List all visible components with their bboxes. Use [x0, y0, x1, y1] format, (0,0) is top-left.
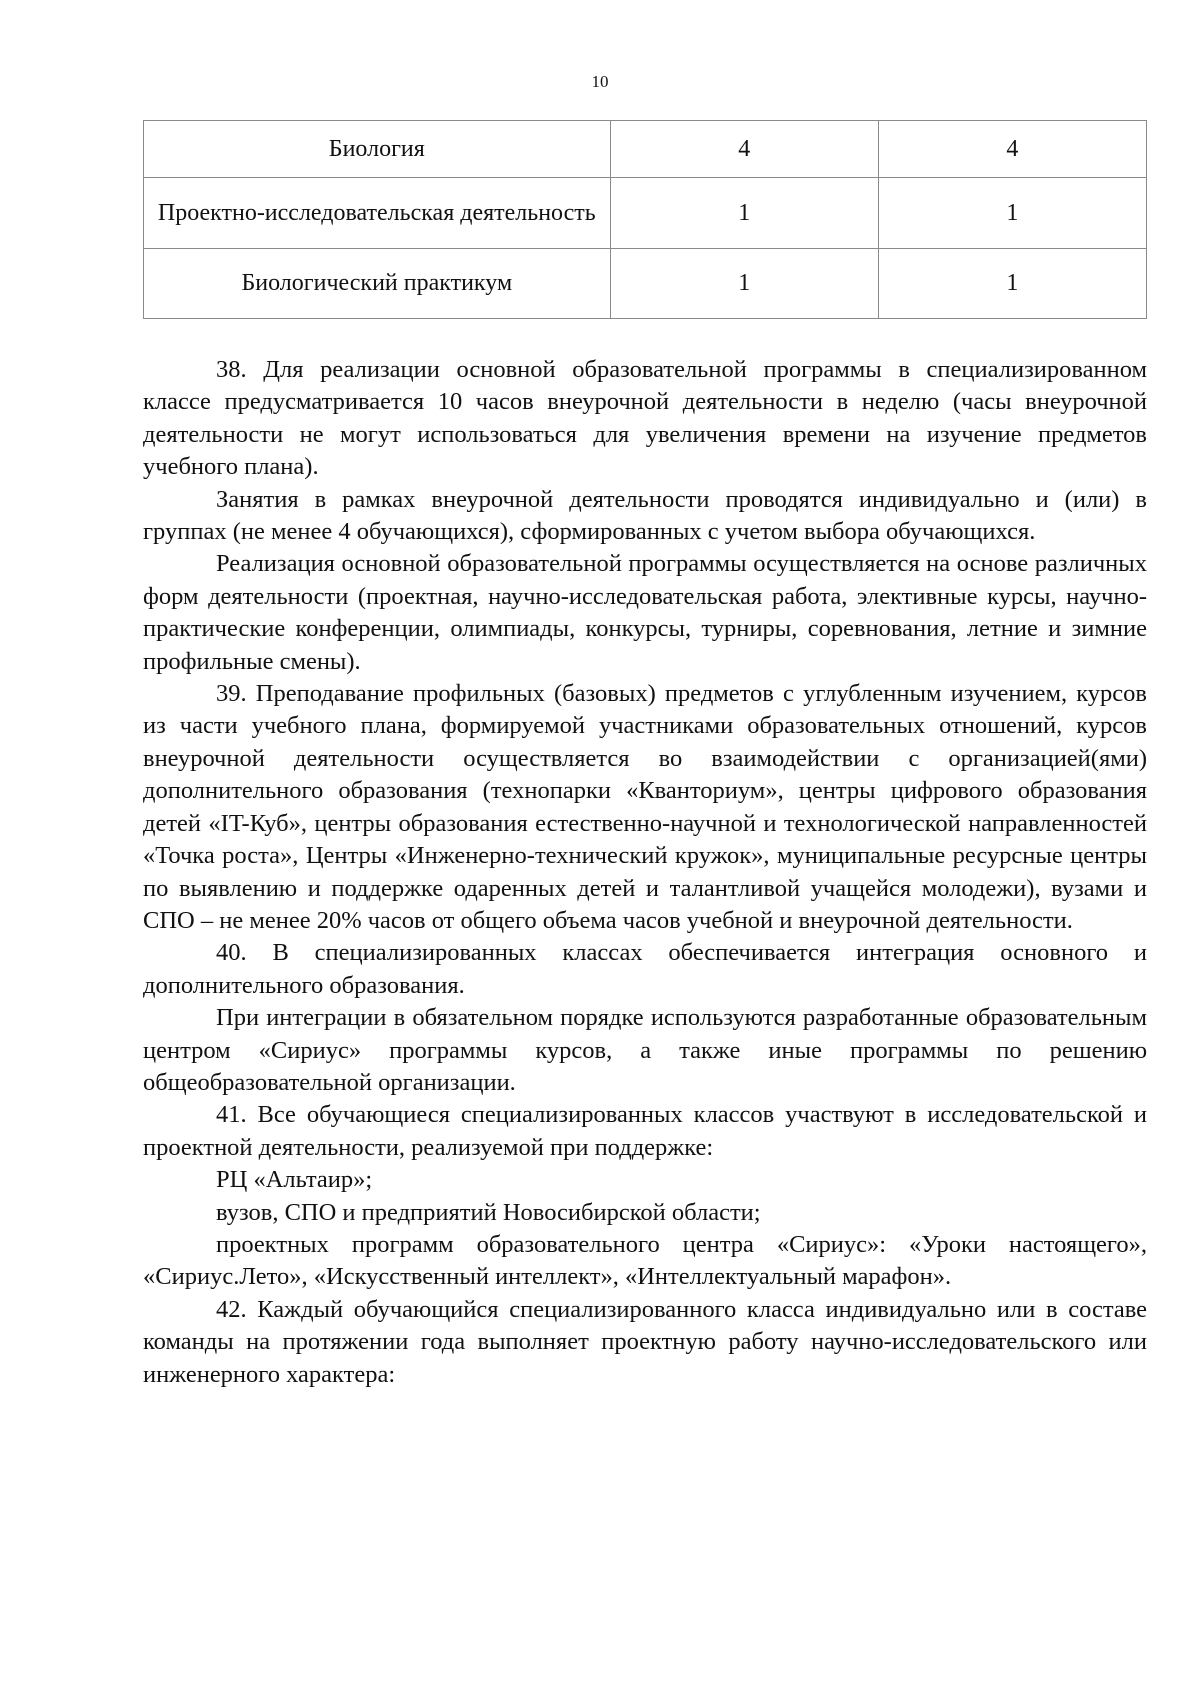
table-cell-hours: 4 — [878, 121, 1146, 178]
paragraph: Реализация основной образовательной программы осуществляется на основе различных форм деятельности (проектная, научно-исследовательская работа, элективные курсы, научно-практические конференции, олимпиады, конкурсы, турниры, соревнования, летние и зимние профильные смены). — [143, 550, 1147, 675]
paragraph-42: 42. Каждый обучающийся специализированного класса индивидуально или в составе команды на протяжении года выполняет проектную работу научно-исследовательского или инженерного характера: — [143, 1295, 1147, 1388]
paragraph-40: 40. В специализированных классах обеспечивается интеграция основного и дополнительного образования. — [143, 939, 1147, 999]
document-body — [143, 354, 1147, 1391]
paragraph-41: 41. Все обучающиеся специализированных классов участвуют в исследовательской и проектной деятельности, реализуемой при поддержке: — [143, 1101, 1147, 1161]
table-row — [144, 249, 1147, 319]
table-cell-hours: 1 — [878, 178, 1146, 249]
table-cell-hours: 1 — [878, 249, 1146, 319]
table-row — [144, 121, 1147, 178]
paragraph-39: 39. Преподавание профильных (базовых) предметов с углубленным изучением, курсов из части учебного плана, формируемой участниками образовательных отношений, курсов внеурочной деятельности осуществляется во взаимодействии с организацией(ями) дополнительного образования (технопарки «Кванториум», центры цифрового образования детей «IT-Куб», центры образования естественно-научной и технологической направленностей «Точка роста», Центры «Инженерно-технический кружок», муниципальные ресурсные центры по выявлению и поддержке одаренных детей и талантливой учащейся молодежи), вузами и СПО – не менее 20% часов от общего объема часов учебной и внеурочной деятельности. — [143, 680, 1147, 934]
table-cell-subject: Биология — [144, 121, 611, 178]
table-cell-hours: 1 — [610, 178, 878, 249]
list-item: РЦ «Альтаир»; — [216, 1166, 373, 1194]
table-cell-hours: 4 — [610, 121, 878, 178]
list-item: вузов, СПО и предприятий Новосибирской области; — [216, 1198, 761, 1226]
paragraph: Занятия в рамках внеурочной деятельности проводятся индивидуально и (или) в группах (не менее 4 обучающихся), сформированных с учетом выбора обучающихся. — [143, 485, 1147, 546]
paragraph-38: 38. Для реализации основной образовательной программы в специализированном классе предусматривается 10 часов внеурочной деятельности в неделю (часы внеурочной деятельности не могут использоваться для увеличения времени на изучение предметов учебного плана). — [143, 356, 1147, 481]
paragraph: При интеграции в обязательном порядке используются разработанные образовательным центром «Сириус» программы курсов, а также иные программы по решению общеобразовательной организации. — [143, 1004, 1147, 1096]
subjects-table — [143, 120, 1147, 319]
table-cell-hours: 1 — [610, 249, 878, 319]
table-row — [144, 178, 1147, 249]
table-cell-subject: Биологический практикум — [144, 249, 611, 319]
table-cell-subject: Проектно-исследовательская деятельность — [144, 178, 611, 249]
page-number: 10 — [591, 72, 609, 91]
list-item: проектных программ образовательного центра «Сириус»: «Уроки настоящего», «Сириус.Лето», «Искусственный интеллект», «Интеллектуальный марафон». — [143, 1230, 1147, 1291]
